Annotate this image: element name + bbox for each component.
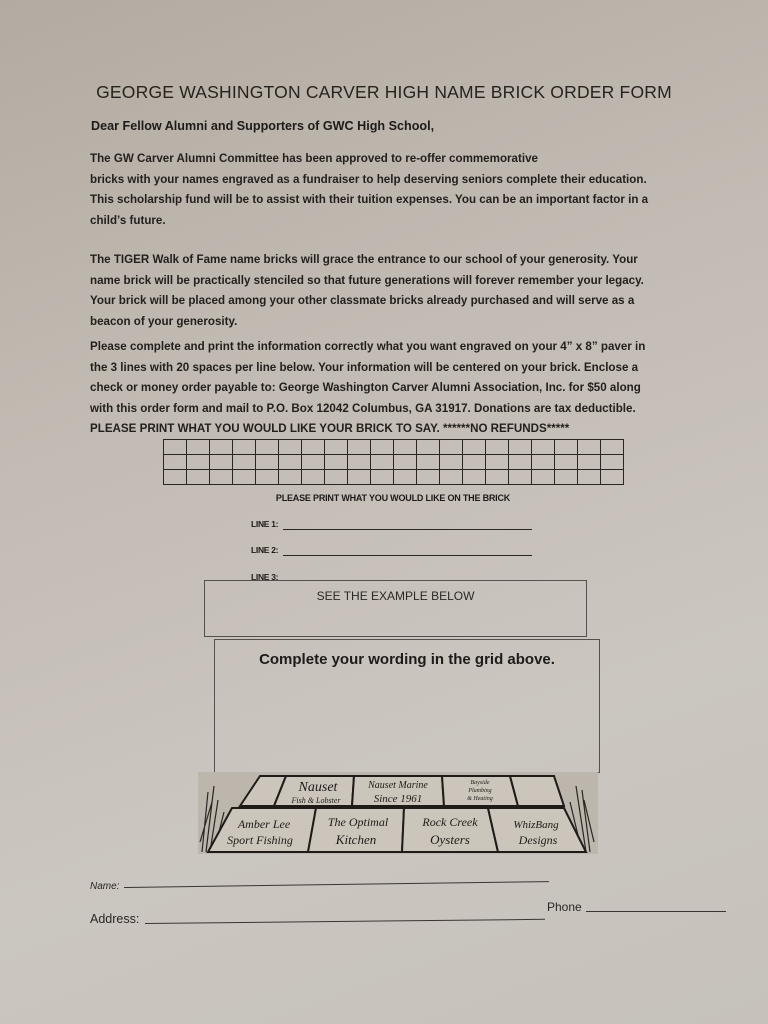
grid-cell[interactable] (325, 470, 348, 485)
grid-cell[interactable] (325, 455, 348, 470)
salutation: Dear Fellow Alumni and Supporters of GWC High School, (91, 119, 435, 133)
grid-cell[interactable] (302, 455, 325, 470)
grid-row (164, 440, 624, 455)
grid-cell[interactable] (187, 440, 210, 455)
grid-cell[interactable] (325, 440, 348, 455)
grid-cell[interactable] (233, 455, 256, 470)
grid-cell[interactable] (555, 440, 578, 455)
grid-cell[interactable] (256, 440, 279, 455)
text-line: with this order form and mail to P.O. Box 12042 Columbus, GA 31917. Donations are tax deductible. (90, 401, 636, 415)
grid-cell[interactable] (233, 440, 256, 455)
grid-cell[interactable] (279, 440, 302, 455)
grid-cell[interactable] (486, 455, 509, 470)
brick-text: Sport Fishing (227, 833, 293, 847)
grid-cell[interactable] (164, 440, 187, 455)
grid-cell[interactable] (164, 470, 187, 485)
grid-cell[interactable] (463, 455, 486, 470)
brick-text: & Heating (467, 796, 493, 802)
grid-cell[interactable] (601, 470, 624, 485)
instruction-text: Complete your wording in the grid above. (259, 651, 555, 668)
grid-cell[interactable] (601, 455, 624, 470)
address-label: Address: (90, 912, 140, 926)
brick-text: Nauset (298, 780, 338, 795)
text-line: bricks with your names engraved as a fundraiser to help deserving seniors complete their education. (90, 172, 647, 186)
grid-cell[interactable] (578, 470, 601, 485)
name-field[interactable] (124, 881, 549, 888)
grid-cell[interactable] (486, 470, 509, 485)
brick-text: Amber Lee (237, 817, 291, 831)
grid-cell[interactable] (371, 440, 394, 455)
grid-cell[interactable] (279, 455, 302, 470)
phone-field[interactable] (586, 911, 726, 912)
walk-of-fame-paragraph (90, 250, 710, 332)
grid-cell[interactable] (187, 470, 210, 485)
grid-cell[interactable] (256, 470, 279, 485)
grid-cell[interactable] (394, 440, 417, 455)
grid-cell[interactable] (440, 470, 463, 485)
text-line: Your brick will be placed among your other classmate bricks already purchased and will serve as a (90, 294, 635, 308)
brick-text: Kitchen (335, 832, 377, 847)
text-line: beacon of your generosity. (90, 314, 238, 328)
brick-text: WhizBang (513, 819, 559, 831)
text-line: child’s future. (90, 213, 166, 227)
intro-paragraph (90, 149, 710, 231)
grid-cell[interactable] (532, 455, 555, 470)
grid-cell[interactable] (210, 455, 233, 470)
line-2-label: LINE 2: (251, 545, 279, 555)
example-note: SEE THE EXAMPLE BELOW (316, 589, 475, 603)
grid-cell[interactable] (348, 470, 371, 485)
grid-cell[interactable] (463, 470, 486, 485)
grid-cell[interactable] (417, 440, 440, 455)
brick-text: Bayside (470, 780, 490, 786)
grid-cell[interactable] (417, 455, 440, 470)
brick-section-title: PLEASE PRINT WHAT YOU WOULD LIKE ON THE BRICK (275, 493, 511, 503)
grid-cell[interactable] (417, 470, 440, 485)
text-line: The TIGER Walk of Fame name bricks will grace the entrance to our school of your generosity. Your (90, 253, 638, 266)
grid-cell[interactable] (348, 440, 371, 455)
grid-cell[interactable] (348, 455, 371, 470)
letter-grid[interactable] (163, 439, 624, 485)
grid-cell[interactable] (394, 470, 417, 485)
line-2-field[interactable] (283, 555, 532, 556)
brick-text: Nauset Marine (368, 780, 428, 791)
grid-cell[interactable] (601, 440, 624, 455)
text-line: The GW Carver Alumni Committee has been approved to re-offer commemorative (90, 152, 538, 165)
form-title: GEORGE WASHINGTON CARVER HIGH NAME BRICK ORDER FORM (96, 82, 672, 102)
grid-row (164, 470, 624, 485)
text-line: This scholarship fund will be to assist with their tuition expenses. You can be an important factor in a (90, 193, 649, 207)
grid-cell[interactable] (509, 470, 532, 485)
brick-text: Fish & Lobster (291, 796, 341, 805)
grid-cell[interactable] (279, 470, 302, 485)
grid-cell[interactable] (440, 455, 463, 470)
brick-text: Rock Creek (422, 815, 478, 829)
brick-blank-top-right (510, 776, 564, 806)
grid-cell[interactable] (578, 440, 601, 455)
grid-cell[interactable] (509, 440, 532, 455)
brick-text: Oysters (430, 832, 470, 847)
brick-text: Plumbing (468, 788, 492, 794)
phone-label: Phone (547, 900, 582, 914)
grid-cell[interactable] (555, 455, 578, 470)
grid-cell[interactable] (463, 440, 486, 455)
text-line: Please complete and print the information correctly what you want engraved on your 4” x 8” paver in (90, 340, 646, 353)
brick-text: Since 1961 (373, 793, 423, 805)
grid-cell[interactable] (555, 470, 578, 485)
line-1-field[interactable] (283, 529, 532, 530)
grid-cell[interactable] (302, 470, 325, 485)
text-line: name brick will be practically stenciled so that future generations will forever remember your legacy. (90, 273, 644, 287)
brick-text: The Optimal (327, 815, 389, 829)
name-label: Name: (90, 881, 120, 892)
grid-cell[interactable] (532, 470, 555, 485)
text-line: PLEASE PRINT WHAT YOU WOULD LIKE YOUR BRICK TO SAY. ******NO REFUNDS***** (90, 422, 570, 436)
grid-row (164, 455, 624, 470)
grid-cell[interactable] (302, 440, 325, 455)
grid-cell[interactable] (187, 455, 210, 470)
line-1-label: LINE 1: (251, 519, 279, 529)
grid-cell[interactable] (233, 470, 256, 485)
address-field[interactable] (145, 919, 545, 924)
grid-cell[interactable] (371, 455, 394, 470)
grid-cell[interactable] (256, 455, 279, 470)
grid-cell[interactable] (210, 440, 233, 455)
example-bricks-image (198, 772, 598, 854)
grid-cell[interactable] (210, 470, 233, 485)
grid-cell[interactable] (394, 455, 417, 470)
brick-text: Designs (518, 833, 558, 847)
text-line: the 3 lines with 20 spaces per line below. Your information will be centered on your brick. Enclose a (90, 360, 639, 374)
line-3-label: LINE 3: (251, 572, 279, 582)
grid-cell[interactable] (371, 470, 394, 485)
grid-cell[interactable] (509, 455, 532, 470)
grid-cell[interactable] (164, 455, 187, 470)
instructions-paragraph (90, 337, 710, 440)
grid-cell[interactable] (440, 440, 463, 455)
text-line: check or money order payable to: George Washington Carver Alumni Association, Inc. for $50 along (90, 381, 641, 395)
grid-cell[interactable] (532, 440, 555, 455)
grid-cell[interactable] (578, 455, 601, 470)
grid-cell[interactable] (486, 440, 509, 455)
